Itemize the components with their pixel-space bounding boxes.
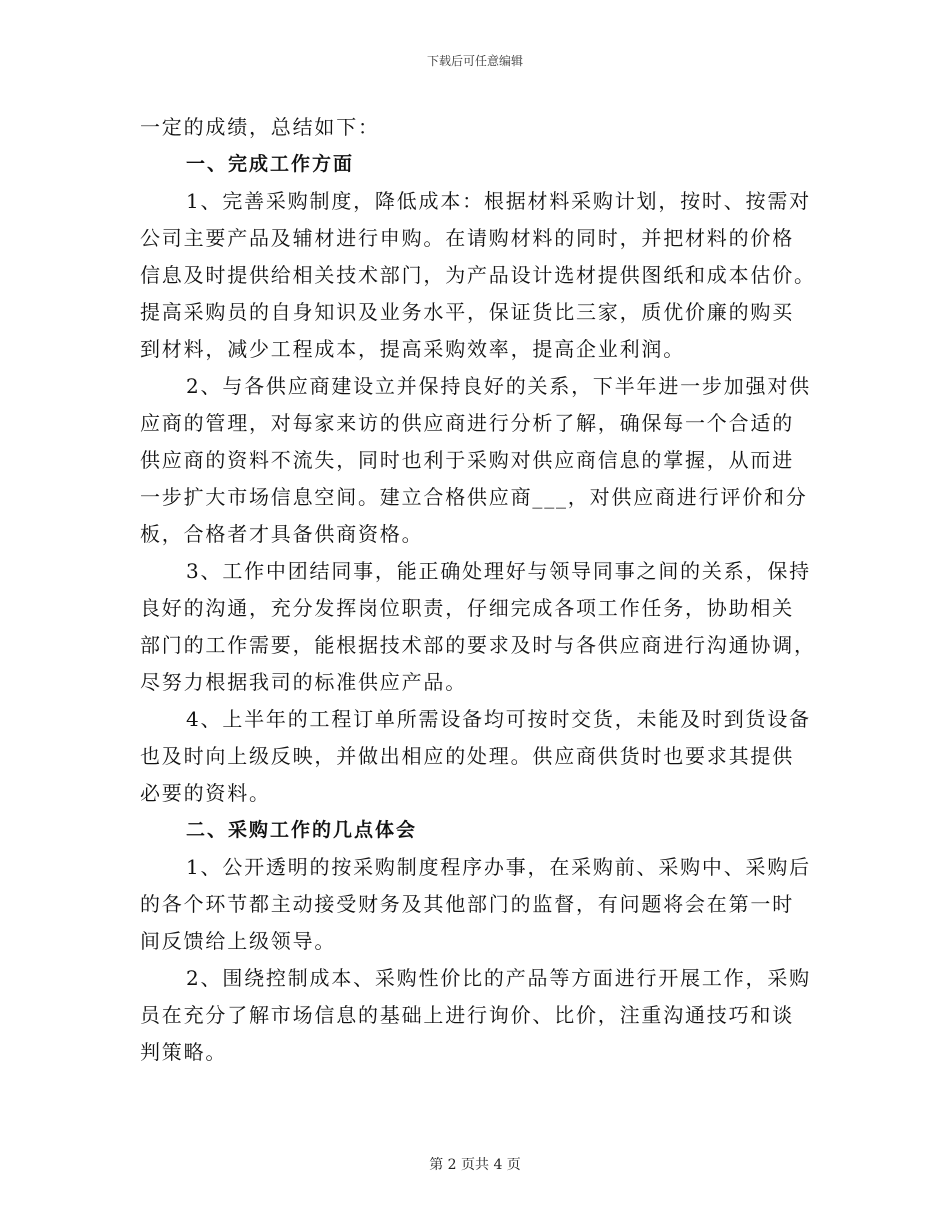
paragraph-line: 的各个环节都主动接受财务及其他部门的监督，有问题将会在第一时 [140,892,794,916]
paragraph-line: 部门的工作需要，能根据技术部的要求及时与各供应商进行沟通协调， [140,633,816,657]
header-note: 下载后可任意编辑 [426,54,523,68]
paragraph-line: 1、完善采购制度，降低成本：根据材料采购计划，按时、按需对 [186,189,811,213]
document-body [140,109,816,1071]
paragraph-line: 也及时向上级反映，并做出相应的处理。供应商供货时也要求其提供 [140,744,794,768]
paragraph-line: 判策略。 [140,1040,228,1064]
paragraph-line: 应商的管理，对每家来访的供应商进行分析了解，确保每一个合适的 [140,411,794,435]
paragraph-line: 4、上半年的工程订单所需设备均可按时交货，未能及时到货设备 [186,707,811,731]
paragraph-line: 良好的沟通，充分发挥岗位职责，仔细完成各项工作任务，协助相关 [140,596,794,620]
paragraph-line: 1、公开透明的按采购制度程序办事，在采购前、采购中、采购后 [186,855,811,879]
paragraph-line: 一定的成绩，总结如下： [140,115,380,139]
page-number: 第 2 页共 4 页 [429,1157,521,1173]
section-heading: 一、完成工作方面 [186,153,355,175]
paragraph-line: 一步扩大市场信息空间。建立合格供应商___，对供应商进行评价和分 [140,485,808,509]
paragraph-line: 员在充分了解市场信息的基础上进行询价、比价，注重沟通技巧和谈 [140,1003,794,1027]
paragraph-line: 间反馈给上级领导。 [140,929,337,953]
paragraph-line: 必要的资料。 [140,781,271,805]
paragraph-line: 到材料，减少工程成本，提高采购效率，提高企业利润。 [140,337,685,361]
paragraph-line: 2、与各供应商建设立并保持良好的关系，下半年进一步加强对供 [186,374,811,398]
paragraph-line: 板，合格者才具备供商资格。 [140,522,424,546]
paragraph-line: 2、围绕控制成本、采购性价比的产品等方面进行开展工作，采购 [186,966,811,990]
paragraph-line: 信息及时提供给相关技术部门，为产品设计选材提供图纸和成本估价。 [140,263,816,287]
paragraph-line: 提高采购员的自身知识及业务水平，保证货比三家，质优价廉的购买 [140,300,794,324]
paragraph-line: 3、工作中团结同事，能正确处理好与领导同事之间的关系，保持 [186,559,811,583]
section-heading: 二、采购工作的几点体会 [186,819,418,841]
paragraph-line: 供应商的资料不流失，同时也利于采购对供应商信息的掌握，从而进 [140,448,794,472]
paragraph-line: 公司主要产品及辅材进行申购。在请购材料的同时，并把材料的价格 [140,226,794,250]
paragraph-line: 尽努力根据我司的标准供应产品。 [140,670,467,694]
